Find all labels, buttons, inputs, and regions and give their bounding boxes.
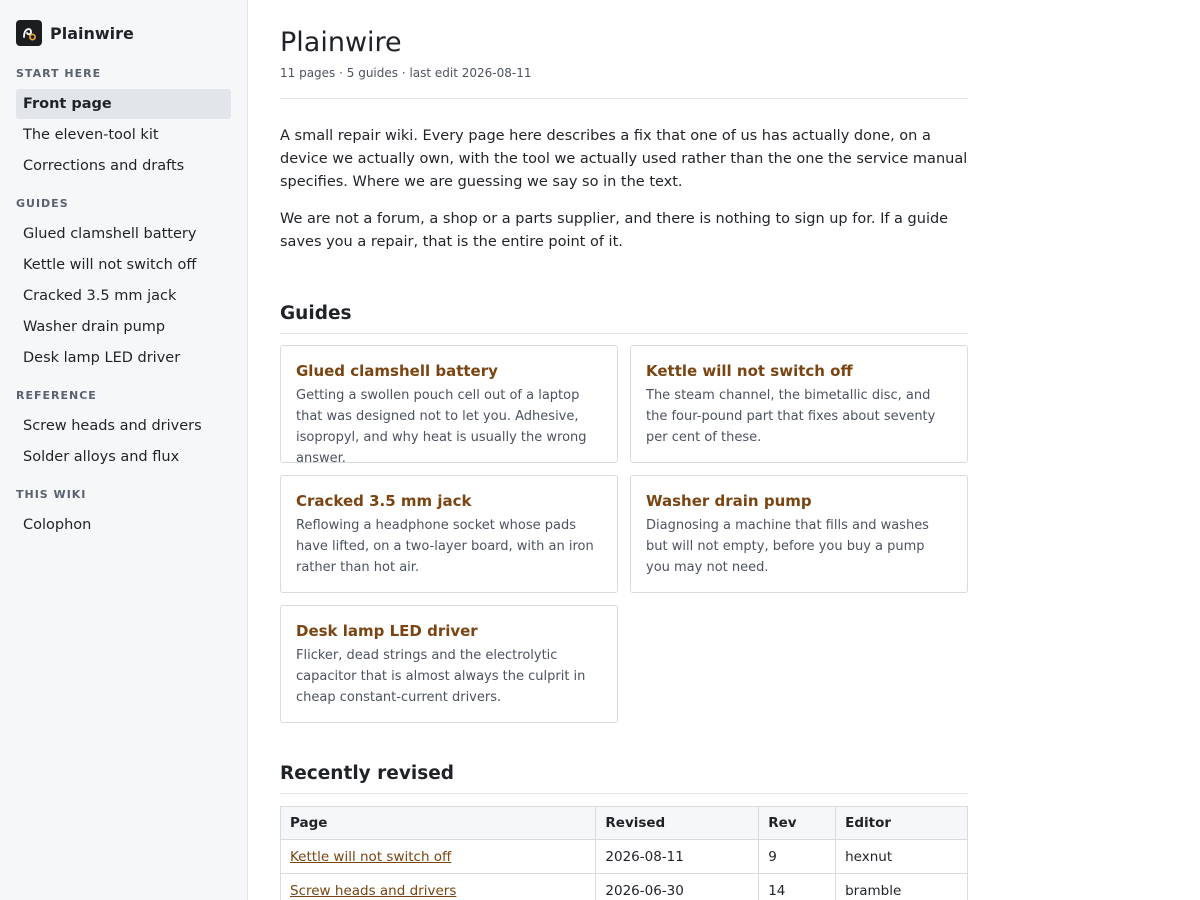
divider (280, 793, 968, 794)
guide-card-description: Flicker, dead strings and the electrolytic capacitor that is almost always the culprit in cheap constant-current drivers. (296, 648, 586, 705)
nav-group-reference (16, 389, 231, 472)
sidebar-item-solder-alloys-and-flux[interactable]: Solder alloys and flux (23, 449, 180, 465)
guide-cards (280, 345, 968, 723)
guide-card-kettle-will-not-switch-off[interactable] (630, 345, 968, 463)
sidebar-item-cracked-jack[interactable]: Cracked 3.5 mm jack (23, 288, 177, 304)
table-cell (281, 840, 596, 874)
column-header-page: Page (281, 807, 596, 840)
table-cell: hexnut (836, 840, 968, 874)
table-row (281, 874, 968, 900)
guide-card-description: The steam channel, the bimetallic disc, and the four-pound part that fixes about seventy per cent of these. (646, 388, 936, 445)
guide-card-description: Reflowing a headphone socket whose pads have lifted, on a two-layer board, with an iron rather than hot air. (296, 518, 594, 575)
page-link[interactable]: Kettle will not switch off (290, 848, 452, 865)
guide-card-washer-drain-pump[interactable] (630, 475, 968, 593)
nav-heading: START HERE (16, 67, 102, 80)
guide-card-title[interactable]: Washer drain pump (646, 492, 812, 510)
column-header-editor: Editor (836, 807, 968, 840)
intro-paragraph: A small repair wiki. Every page here describes a fix that one of us has actually done, on a device we actually own, with the tool we actually used rather than the one the service manual specifies. Where we are guessing we say so in the text. (280, 128, 968, 190)
guide-card-glued-clamshell-battery[interactable] (280, 345, 618, 466)
table-cell: bramble (836, 874, 968, 900)
brand[interactable] (16, 19, 231, 47)
guide-card-title[interactable]: Kettle will not switch off (646, 362, 853, 380)
sidebar-item-corrections-and-drafts[interactable]: Corrections and drafts (23, 158, 185, 174)
divider (280, 333, 968, 334)
table-cell: 2026-08-11 (596, 840, 759, 874)
recently-revised-table (280, 806, 968, 900)
page-link[interactable]: Screw heads and drivers (290, 882, 457, 899)
column-header-revised: Revised (596, 807, 759, 840)
sidebar-item-eleven-tool-kit[interactable]: The eleven-tool kit (23, 127, 159, 143)
page-meta: 11 pages · 5 guides · last edit 2026-08-11 (280, 66, 532, 80)
table-cell: 9 (759, 840, 836, 874)
nav-heading: THIS WIKI (16, 488, 87, 501)
sidebar (0, 0, 248, 900)
sidebar-item-front-page[interactable]: Front page (16, 89, 231, 119)
table-cell (281, 874, 596, 900)
guide-card-description: Diagnosing a machine that fills and washes but will not empty, before you buy a pump you may not need. (646, 518, 929, 575)
nav-group-this-wiki (16, 488, 231, 540)
guide-card-title[interactable]: Cracked 3.5 mm jack (296, 492, 472, 510)
guide-card-desk-lamp-led-driver[interactable] (280, 605, 618, 723)
brand-name: Plainwire (50, 23, 134, 43)
nav-group-guides (16, 197, 231, 373)
guide-card-description: Getting a swollen pouch cell out of a laptop that was designed not to let you. Adhesive, isopropyl, and why heat is usually the wrong answer. (296, 388, 587, 466)
nav-heading: GUIDES (16, 197, 69, 210)
table-cell: 14 (759, 874, 836, 900)
column-header-rev: Rev (759, 807, 836, 840)
guide-card-title[interactable]: Glued clamshell battery (296, 362, 498, 380)
table-header-row (281, 807, 968, 840)
sidebar-item-desk-lamp-led-driver[interactable]: Desk lamp LED driver (23, 350, 181, 366)
nav-group-start-here (16, 67, 231, 181)
sidebar-item-glued-clamshell-battery[interactable]: Glued clamshell battery (23, 226, 197, 242)
sidebar-item-kettle-will-not-switch-off[interactable]: Kettle will not switch off (23, 257, 197, 273)
divider (280, 98, 968, 99)
nav-heading: REFERENCE (16, 389, 97, 402)
wire-plug-icon (16, 20, 42, 46)
guide-card-cracked-jack[interactable] (280, 475, 618, 593)
sidebar-item-screw-heads-and-drivers[interactable]: Screw heads and drivers (23, 418, 202, 434)
guides-heading: Guides (280, 303, 352, 324)
sidebar-item-washer-drain-pump[interactable]: Washer drain pump (23, 319, 166, 335)
intro-paragraph: We are not a forum, a shop or a parts supplier, and there is nothing to sign up for. If a guide saves you a repair, that is the entire point of it. (280, 211, 949, 250)
page-title: Plainwire (280, 27, 402, 58)
table-row (281, 840, 968, 874)
sidebar-item-colophon[interactable]: Colophon (23, 517, 92, 533)
guide-card-title[interactable]: Desk lamp LED driver (296, 622, 478, 640)
table-cell: 2026-06-30 (596, 874, 759, 900)
main-content (280, 0, 968, 900)
recently-revised-heading: Recently revised (280, 763, 455, 784)
